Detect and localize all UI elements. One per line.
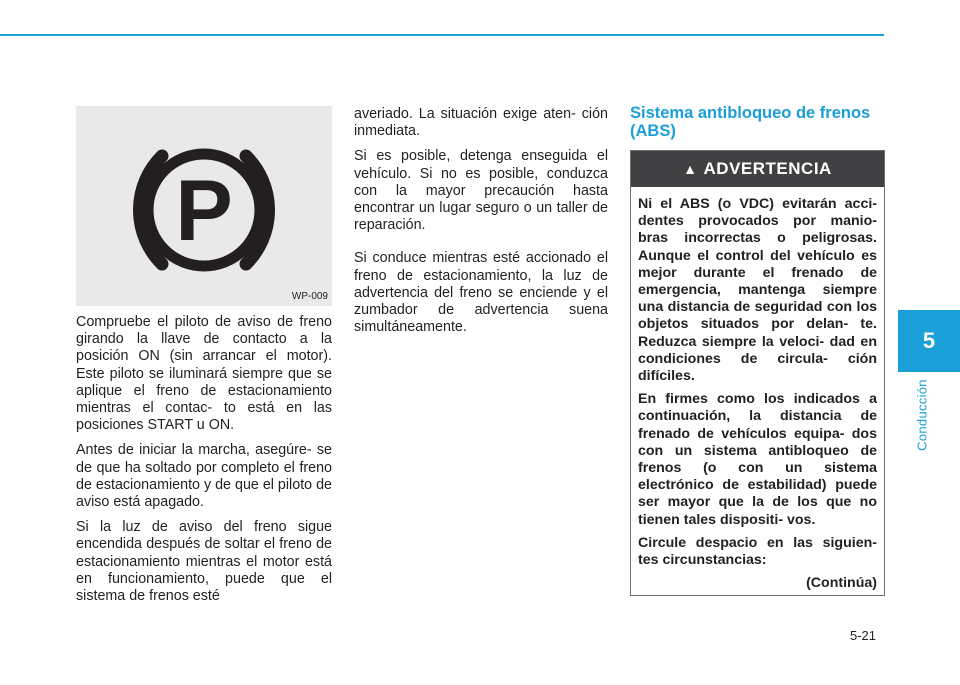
paragraph: Compruebe el piloto de aviso de freno girando la llave de contacto a la posición ON (sin arrancar el motor). Este piloto se iluminará siempre que se aplique el freno de estacionamiento mientras el contac- to está en las posiciones START u ON. [76, 314, 332, 434]
warning-paragraph: En firmes como los indicados a continuación, la distancia de frenado de vehículos equipa- dos con un sistema antibloqueo de frenos (o con un sistema electrónico de estabilidad) puede ser mayor que la de los que no tienen tales dispositi- vos. [638, 391, 877, 528]
top-rule [0, 34, 884, 36]
continues-note: (Continúa) [806, 575, 877, 592]
warning-paragraph: Circule despacio en las siguien- tes circunstancias: [638, 534, 877, 569]
section-title: Sistema antibloqueo de frenos (ABS) [630, 104, 871, 140]
chapter-label: Conducción [914, 379, 930, 451]
paragraph: averiado. La situación exige aten- ción inmediata. [354, 106, 608, 140]
chapter-number: 5 [922, 328, 936, 353]
figure-code: WP-009 [291, 291, 328, 302]
warning-header [631, 151, 884, 187]
warning-box [630, 150, 885, 596]
figure-parking-brake-light [76, 106, 332, 306]
paragraph: Si la luz de aviso del freno sigue encendida después de soltar el freno de estacionamiento mientras el motor está en funcionamiento, puede que el sistema de frenos esté [76, 519, 332, 605]
warning-header-label: ADVERTENCIA [703, 159, 832, 178]
warning-paragraph: Ni el ABS (o VDC) evitarán acci- dentes provocados por manio- bras incorrectas o peligrosas. Aunque el control del vehículo es mejor durante el frenado de emergencia, mantenga siempre una distancia de seguridad con los objetos situados por delan- te. Reduzca siempre la veloci- dad en condiciones de circula- ción difíciles. [638, 196, 877, 385]
paragraph: Si conduce mientras esté accionado el freno de estacionamiento, la luz de advertencia del freno se enciende y el zumbador de advertencia suena simultáneamente. [354, 250, 608, 336]
body-column-1 [76, 314, 332, 613]
chapter-label-wrap [912, 370, 932, 460]
paragraph: Antes de iniciar la marcha, asegúre- se de que ha soltado por completo el freno de estacionamiento y de que el piloto de aviso está apagado. [76, 442, 332, 511]
page-number: 5-21 [850, 628, 877, 643]
parking-brake-icon [76, 106, 332, 306]
svg-text:P: P [175, 163, 233, 259]
chapter-tab [898, 310, 960, 372]
paragraph: Si es posible, detenga enseguida el vehículo. Si no es posible, conduzca con la mayor precaución hasta encontrar un lugar seguro o un taller de reparación. [354, 148, 608, 234]
warning-body [631, 187, 884, 569]
warning-triangle-icon: ▲ [683, 161, 698, 177]
body-column-2 [354, 106, 608, 344]
